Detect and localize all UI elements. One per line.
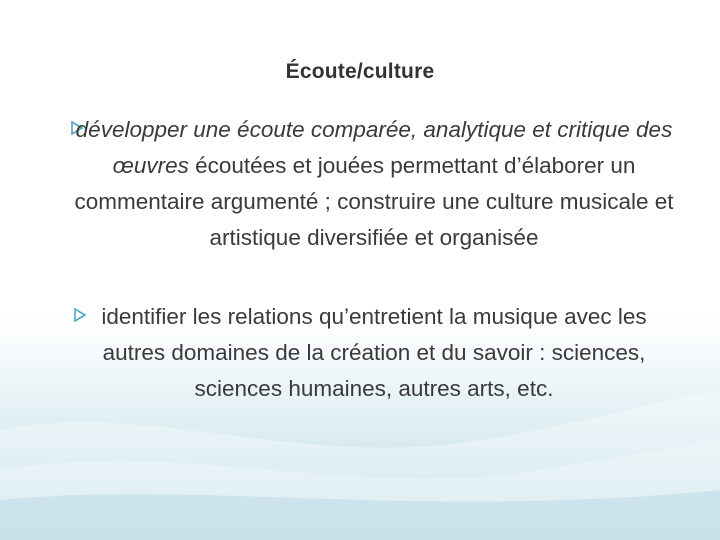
bullet-item-relations: [68, 299, 680, 407]
bullet-item-ecoute: [68, 112, 680, 256]
bullet-text: identifier les relations qu’entretient la musique avec les autres domaines de la création et du savoir : sciences, sciences humaines, autres arts, etc.: [101, 304, 647, 401]
bullet-italic-text: développer une écoute comparée, analytique et critique des œuvres: [75, 117, 673, 178]
bullet-text: écoutées et jouées permettant d’élaborer un commentaire argumenté ; construire une culture musicale et artistique diversifiée et organisée: [74, 153, 674, 250]
slide-title: Écoute/culture: [285, 60, 435, 83]
